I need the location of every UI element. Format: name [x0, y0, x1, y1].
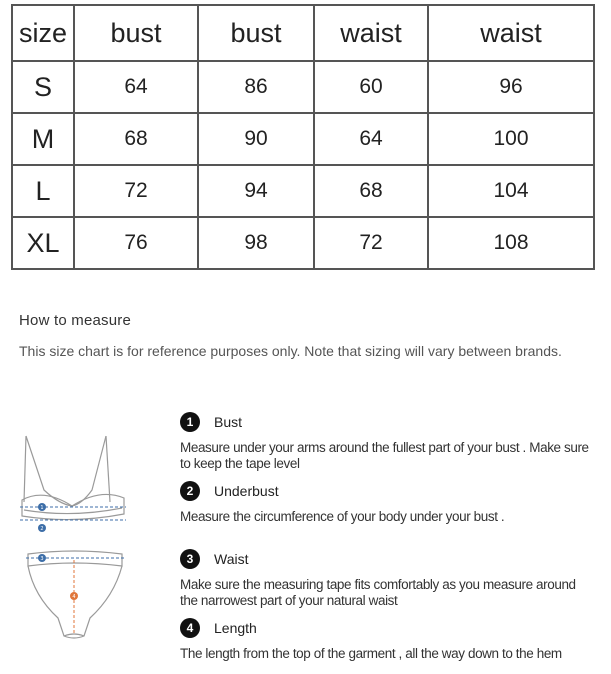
step-description: The length from the top of the garment , all the way down to the hem [180, 646, 562, 661]
step-description: Measure the circumference of your body under your bust . [180, 509, 505, 524]
header-waist: waist [314, 5, 428, 61]
step-number-badge: 4 [180, 618, 200, 638]
size-cell: XL [12, 217, 74, 269]
waist-cell: 96 [428, 61, 594, 113]
size-cell: S [12, 61, 74, 113]
step-number-badge: 1 [180, 412, 200, 432]
step-label: Bust [214, 414, 243, 430]
svg-text:2: 2 [40, 526, 44, 532]
reference-note: This size chart is for reference purposes only. Note that sizing will vary between brands. [19, 343, 562, 359]
waist-cell: 108 [428, 217, 594, 269]
step-description: Make sure the measuring tape fits comfortably as you measure around the narrowest part of your natural waist [180, 577, 576, 608]
bust-cell: 90 [198, 113, 314, 165]
step-label: Waist [214, 551, 249, 567]
bust-cell: 64 [74, 61, 198, 113]
bust-cell: 72 [74, 165, 198, 217]
step-waist [180, 549, 248, 569]
bust-cell: 68 [74, 113, 198, 165]
step-number-badge: 3 [180, 549, 200, 569]
waist-cell: 72 [314, 217, 428, 269]
waist-cell: 64 [314, 113, 428, 165]
waist-cell: 104 [428, 165, 594, 217]
how-to-measure-heading: How to measure [19, 312, 132, 329]
step-bust [180, 412, 242, 432]
table-row [12, 61, 594, 113]
waist-cell: 68 [314, 165, 428, 217]
table-row [12, 113, 594, 165]
waist-cell: 100 [428, 113, 594, 165]
size-cell: L [12, 165, 74, 217]
size-cell: M [12, 113, 74, 165]
size-chart-table [11, 4, 595, 270]
garment-illustration [14, 428, 134, 658]
marker-4 [70, 592, 78, 600]
step-label: Underbust [214, 483, 279, 499]
step-label: Length [214, 620, 257, 636]
step-number-badge: 2 [180, 481, 200, 501]
table-header-row [12, 5, 594, 61]
step-length [180, 618, 257, 638]
step-description: Measure under your arms around the fullest part of your bust . Make sure to keep the tape level [180, 440, 589, 471]
header-waist: waist [428, 5, 594, 61]
bust-cell: 94 [198, 165, 314, 217]
header-bust: bust [198, 5, 314, 61]
bust-cell: 76 [74, 217, 198, 269]
table-row [12, 165, 594, 217]
svg-text:1: 1 [40, 505, 44, 511]
marker-1 [38, 503, 46, 511]
step-underbust [180, 481, 279, 501]
bust-cell: 86 [198, 61, 314, 113]
header-bust: bust [74, 5, 198, 61]
bust-cell: 98 [198, 217, 314, 269]
svg-text:4: 4 [72, 594, 76, 600]
svg-text:3: 3 [40, 556, 44, 562]
table-row [12, 217, 594, 269]
waist-cell: 60 [314, 61, 428, 113]
marker-3 [38, 554, 46, 562]
marker-2 [38, 524, 46, 532]
header-size: size [12, 5, 74, 61]
